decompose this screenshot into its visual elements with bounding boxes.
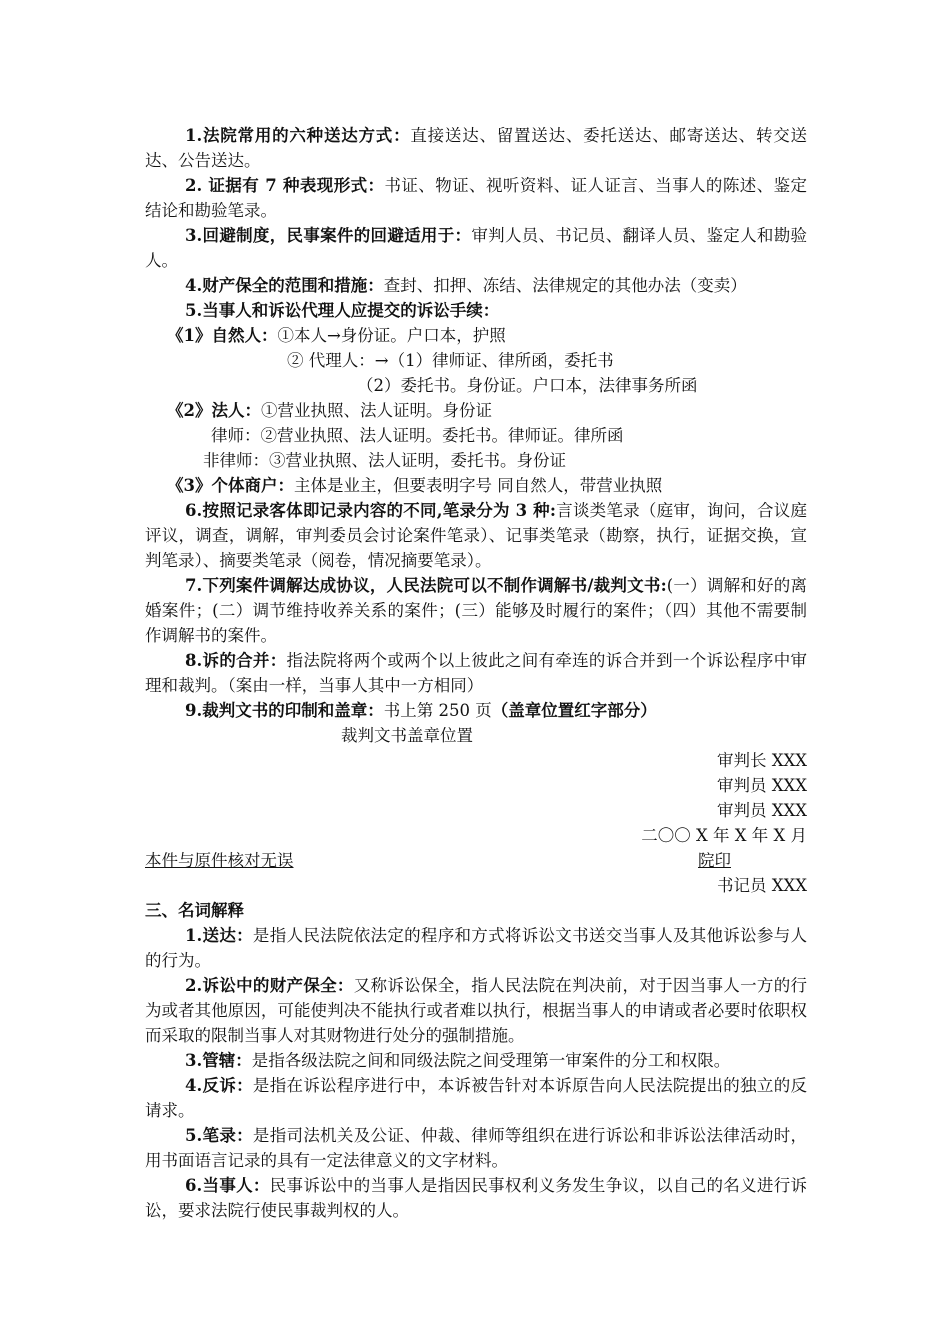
legal-person-text: ①营业执照、法人证明。身份证 — [260, 401, 492, 420]
term-4-heading: 4.反诉： — [185, 1076, 253, 1095]
natural-person-text: ①本人→身份证。户口本，护照 — [277, 326, 506, 345]
item-9-text: 书上第 250 页 — [383, 701, 492, 720]
item-8-text: 指法院将两个或两个以上彼此之间有牵连的诉合并到一个诉讼程序中审理和裁判。（案由一样，当事人其中一方相同） — [145, 651, 808, 695]
item-7 — [145, 573, 807, 648]
item-3 — [145, 223, 807, 273]
term-6-heading: 6.当事人： — [185, 1176, 270, 1195]
term-5-heading: 5.笔录： — [185, 1126, 253, 1145]
judge-line-2: 审判员 XXX — [717, 801, 807, 820]
item-5-heading: 5.当事人和诉讼代理人应提交的诉讼手续： — [185, 301, 500, 320]
item-1-heading: 1.法院常用的六种送达方式： — [185, 126, 411, 145]
item-2 — [145, 173, 807, 223]
item-5-natural-person — [145, 323, 807, 348]
item-4 — [145, 273, 807, 298]
document-page — [145, 123, 807, 1223]
term-2-heading: 2.诉讼中的财产保全： — [185, 976, 354, 995]
item-4-text: 查封、扣押、冻结、法律规定的其他办法（变卖） — [383, 276, 747, 295]
item-5-agent-line-2: （2）委托书。身份证。户口本，法律事务所函 — [357, 376, 698, 395]
item-6-text: 言谈类笔录（庭审，询问，合议庭评议，调查，调解，审判委员会讨论案件笔录）、记事类笔录（勘察，执行，证据交换，宣判笔录）、摘要类笔录（阅卷，情况摘要笔录）。 — [145, 501, 808, 570]
item-8 — [145, 648, 807, 698]
term-4 — [145, 1073, 807, 1123]
item-9-heading: 9.裁判文书的印制和盖章： — [185, 701, 384, 720]
term-4-text: 是指在诉讼程序进行中，本诉被告针对本诉原告向人民法院提出的独立的反请求。 — [145, 1076, 807, 1120]
term-1-text: 是指人民法院依法定的程序和方式将诉讼文书送交当事人及其他诉讼参与人的行为。 — [145, 926, 807, 970]
natural-person-label: 《1》自然人： — [167, 326, 278, 345]
individual-business-text: 主体是业主，但要表明字号 同自然人，带营业执照 — [293, 476, 663, 495]
verify-row — [145, 848, 807, 873]
item-9 — [145, 698, 807, 723]
term-3 — [145, 1048, 807, 1073]
item-2-heading: 2. 证据有 7 种表现形式： — [185, 176, 385, 195]
item-5-lawyer: 律师：②营业执照、法人证明。委托书。律师证。律所函 — [211, 426, 624, 445]
item-7-heading: 7.下列案件调解达成协议，人民法院可以不制作调解书/裁判文书: — [185, 576, 667, 595]
section-3-heading: 三、名词解释 — [145, 901, 244, 920]
term-3-heading: 3.管辖： — [185, 1051, 252, 1070]
item-3-text: 审判人员、书记员、翻译人员、鉴定人和勘验人。 — [145, 226, 807, 270]
item-6 — [145, 498, 807, 573]
item-5 — [145, 298, 807, 323]
judge-line-1: 审判员 XXX — [717, 776, 807, 795]
term-5-text: 是指司法机关及公证、仲裁、律师等组织在进行诉讼和非诉讼法律活动时，用书面语言记录的具有一定法律意义的文字材料。 — [145, 1126, 807, 1170]
item-5-legal-person — [145, 398, 807, 423]
item-1 — [145, 123, 807, 173]
verify-statement: 本件与原件核对无误 — [145, 851, 294, 870]
chief-judge-line: 审判长 XXX — [717, 751, 807, 770]
item-5-agent-line-1: ② 代理人：→（1）律师证、律所函，委托书 — [287, 351, 614, 370]
item-6-heading: 6.按照记录客体即记录内容的不同,笔录分为 3 种: — [185, 501, 556, 520]
item-4-heading: 4.财产保全的范围和措施： — [185, 276, 384, 295]
term-1-heading: 1.送达： — [185, 926, 253, 945]
item-9-note: （盖章位置红字部分） — [491, 701, 657, 720]
item-5-non-lawyer: 非律师：③营业执照、法人证明，委托书。身份证 — [203, 451, 566, 470]
term-2-text: 又称诉讼保全，指人民法院在判决前，对于因当事人一方的行为或者其他原因，可能使判决不能执行或者难以执行，根据当事人的申请或者必要时依职权而采取的限制当事人对其财物进行处分的强制措施。 — [145, 976, 807, 1045]
seal-block-title: 裁判文书盖章位置 — [341, 726, 473, 745]
term-2 — [145, 973, 807, 1048]
item-3-heading: 3.回避制度，民事案件的回避适用于： — [185, 226, 472, 245]
item-8-heading: 8.诉的合并： — [185, 651, 287, 670]
term-1 — [145, 923, 807, 973]
item-7-text: (一）调解和好的离婚案件；(二）调节维持收养关系的案件；(三）能够及时履行的案件；（四）其他不需要制作调解书的案件。 — [145, 576, 808, 645]
court-seal: 院印 — [698, 851, 731, 870]
term-3-text: 是指各级法院之间和同级法院之间受理第一审案件的分工和权限。 — [251, 1051, 731, 1070]
item-1-text: 直接送达、留置送达、委托送达、邮寄送达、转交送达、公告送达。 — [145, 126, 807, 170]
term-6 — [145, 1173, 807, 1223]
date-line: 二〇〇 X 年 X 年 X 月 — [641, 826, 807, 845]
term-5 — [145, 1123, 807, 1173]
term-6-text: 民事诉讼中的当事人是指因民事权利义务发生争议，以自己的名义进行诉讼，要求法院行使民事裁判权的人。 — [145, 1176, 808, 1220]
item-2-text: 书证、物证、视听资料、证人证言、当事人的陈述、鉴定结论和勘验笔录。 — [145, 176, 807, 220]
legal-person-label: 《2》法人： — [167, 401, 261, 420]
item-5-individual-business — [145, 473, 807, 498]
individual-business-label: 《3》个体商户： — [167, 476, 294, 495]
clerk-line: 书记员 XXX — [717, 876, 807, 895]
